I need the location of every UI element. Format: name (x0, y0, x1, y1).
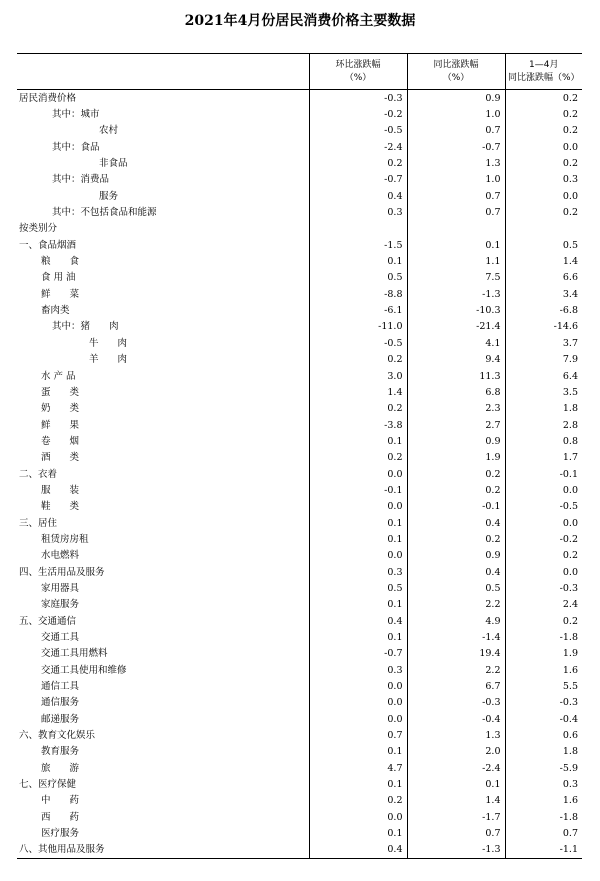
row-yoy-value: 2.2 (407, 597, 505, 613)
table-row (17, 221, 582, 237)
row-yoy-value: 0.2 (407, 466, 505, 482)
table-row (17, 319, 582, 335)
row-name: 其中：不包括食品和能源 (52, 207, 157, 219)
row-ytd-value: 6.4 (505, 368, 582, 384)
row-name: 一、食品烟酒 (19, 239, 77, 251)
row-mom-value: 0.7 (309, 727, 407, 743)
header-mom (309, 54, 407, 90)
row-ytd-value: -0.3 (505, 580, 582, 596)
row-mom-value: 1.4 (309, 384, 407, 400)
table-row (17, 515, 582, 531)
table-row (17, 629, 582, 645)
row-name: 蛋 类 (41, 386, 80, 398)
row-ytd-value: 0.3 (505, 172, 582, 188)
row-name: 居民消费价格 (19, 92, 77, 104)
header-yoy (407, 54, 505, 90)
row-name: 水电燃料 (41, 550, 80, 562)
row-ytd-value: -14.6 (505, 319, 582, 335)
table-row (17, 155, 582, 171)
row-yoy-value: 1.3 (407, 155, 505, 171)
row-yoy-value: 6.8 (407, 384, 505, 400)
row-yoy-value: 9.4 (407, 352, 505, 368)
row-ytd-value: 2.8 (505, 417, 582, 433)
row-name: 食 用 油 (41, 272, 76, 284)
row-name: 五、交通通信 (19, 615, 77, 627)
row-name: 鞋 类 (41, 501, 80, 513)
row-yoy-value: 1.0 (407, 106, 505, 122)
row-ytd-value: 6.6 (505, 270, 582, 286)
table-row (17, 564, 582, 580)
row-mom-value: 0.0 (309, 499, 407, 515)
table-row (17, 499, 582, 515)
header-ytd (505, 54, 582, 90)
row-ytd-value: 1.4 (505, 253, 582, 269)
row-mom-value: 0.3 (309, 662, 407, 678)
row-yoy-value: 0.1 (407, 237, 505, 253)
row-mom-value: 0.1 (309, 433, 407, 449)
row-ytd-value: 0.2 (505, 90, 582, 107)
row-mom-value: 0.4 (309, 613, 407, 629)
row-name: 医疗服务 (41, 828, 80, 840)
table-row (17, 90, 582, 107)
row-name: 农村 (99, 125, 119, 137)
table-row (17, 531, 582, 547)
row-yoy-value: 0.1 (407, 776, 505, 792)
row-name: 服 装 (41, 484, 80, 496)
row-yoy-value: 4.9 (407, 613, 505, 629)
row-yoy-value: 0.9 (407, 433, 505, 449)
row-ytd-value: 0.2 (505, 204, 582, 220)
row-mom-value: 0.1 (309, 515, 407, 531)
row-name: 羊 肉 (89, 354, 128, 366)
row-mom-value: 0.4 (309, 842, 407, 859)
row-name: 二、衣着 (19, 468, 58, 480)
row-ytd-value: -5.9 (505, 760, 582, 776)
row-yoy-value: 0.9 (407, 90, 505, 107)
row-name: 中 药 (41, 795, 80, 807)
row-yoy-value: 1.4 (407, 793, 505, 809)
table-row (17, 237, 582, 253)
row-name: 其中：食品 (52, 141, 100, 153)
row-yoy-value: 1.9 (407, 450, 505, 466)
row-mom-value: -0.3 (309, 90, 407, 107)
row-name: 其中：城市 (52, 109, 100, 121)
row-ytd-value: 1.8 (505, 744, 582, 760)
row-mom-value: -0.5 (309, 335, 407, 351)
row-ytd-value: 0.0 (505, 564, 582, 580)
row-name: 畜肉类 (41, 305, 70, 317)
table-row (17, 825, 582, 841)
table-row (17, 776, 582, 792)
row-name: 教育服务 (41, 746, 80, 758)
table-row (17, 580, 582, 596)
row-ytd-value: 3.4 (505, 286, 582, 302)
row-yoy-value: 1.0 (407, 172, 505, 188)
table-row (17, 253, 582, 269)
row-ytd-value: 0.2 (505, 548, 582, 564)
row-name: 其中：消费品 (52, 174, 110, 186)
row-ytd-value: 1.8 (505, 401, 582, 417)
row-yoy-value: 0.7 (407, 825, 505, 841)
row-mom-value: -6.1 (309, 302, 407, 318)
row-ytd-value: 0.8 (505, 433, 582, 449)
row-name: 非食品 (99, 158, 128, 170)
row-yoy-value: 0.7 (407, 123, 505, 139)
header-yoy-line1: 同比涨跌幅 (433, 59, 479, 70)
row-ytd-value: -0.2 (505, 531, 582, 547)
row-ytd-value: 1.6 (505, 793, 582, 809)
table-row (17, 548, 582, 564)
row-mom-value: 0.0 (309, 695, 407, 711)
row-mom-value: 0.0 (309, 548, 407, 564)
row-name: 租赁房房租 (41, 533, 89, 545)
header-mom-line1: 环比涨跌幅 (335, 59, 381, 70)
row-yoy-value: 0.5 (407, 580, 505, 596)
row-yoy-value: -1.4 (407, 629, 505, 645)
row-mom-value: -8.8 (309, 286, 407, 302)
table-row (17, 139, 582, 155)
table-row (17, 302, 582, 318)
table-row (17, 335, 582, 351)
table-row (17, 842, 582, 859)
row-name: 旅 游 (41, 762, 80, 774)
row-mom-value: 0.1 (309, 253, 407, 269)
table-row (17, 793, 582, 809)
table-row (17, 744, 582, 760)
row-ytd-value: -6.8 (505, 302, 582, 318)
row-mom-value: 0.0 (309, 711, 407, 727)
table-row (17, 433, 582, 449)
row-yoy-value: 0.4 (407, 564, 505, 580)
table-row (17, 286, 582, 302)
row-ytd-value: 0.6 (505, 727, 582, 743)
row-name: 水 产 品 (41, 370, 76, 382)
row-mom-value: 0.3 (309, 564, 407, 580)
header-ytd-line1: 1—4月 (529, 59, 559, 70)
row-name: 鲜 菜 (41, 288, 80, 300)
row-name: 按类别分 (19, 223, 58, 235)
row-ytd-value: 0.5 (505, 237, 582, 253)
row-mom-value: 0.2 (309, 401, 407, 417)
table-row (17, 188, 582, 204)
table-row (17, 450, 582, 466)
row-name: 服务 (99, 190, 119, 202)
row-ytd-value: 3.5 (505, 384, 582, 400)
row-name: 鲜 果 (41, 419, 80, 431)
table-row (17, 809, 582, 825)
table-row (17, 711, 582, 727)
row-yoy-value: 0.4 (407, 515, 505, 531)
row-ytd-value: 0.2 (505, 106, 582, 122)
row-mom-value: 0.2 (309, 155, 407, 171)
row-mom-value: 0.2 (309, 793, 407, 809)
row-yoy-value: 2.2 (407, 662, 505, 678)
row-yoy-value: -1.7 (407, 809, 505, 825)
row-mom-value: 0.1 (309, 597, 407, 613)
row-mom-value: 0.0 (309, 466, 407, 482)
row-mom-value: 0.2 (309, 352, 407, 368)
row-name: 四、生活用品及服务 (19, 566, 105, 578)
row-name: 六、教育文化娱乐 (19, 730, 96, 742)
row-mom-value: -0.7 (309, 646, 407, 662)
row-name: 通信工具 (41, 681, 80, 693)
row-name: 奶 类 (41, 403, 80, 415)
row-ytd-value: -0.3 (505, 695, 582, 711)
row-name: 八、其他用品及服务 (17, 842, 309, 859)
row-name: 三、居住 (19, 517, 58, 529)
table-row (17, 727, 582, 743)
row-mom-value: 0.5 (309, 270, 407, 286)
row-mom-value: 0.1 (309, 629, 407, 645)
table-row (17, 482, 582, 498)
row-yoy-value: -1.3 (407, 286, 505, 302)
row-ytd-value: -0.5 (505, 499, 582, 515)
row-yoy-value: 7.5 (407, 270, 505, 286)
row-ytd-value: 0.0 (505, 515, 582, 531)
row-mom-value: 0.5 (309, 580, 407, 596)
row-yoy-value: -10.3 (407, 302, 505, 318)
row-name: 家庭服务 (41, 599, 80, 611)
row-yoy-value: -0.1 (407, 499, 505, 515)
header-ytd-line2: 同比涨跌幅（%） (507, 72, 580, 83)
row-name: 牛 肉 (89, 337, 128, 349)
row-yoy-value: -0.7 (407, 139, 505, 155)
row-yoy-value: 19.4 (407, 646, 505, 662)
row-mom-value: 4.7 (309, 760, 407, 776)
row-ytd-value: -1.1 (505, 842, 582, 859)
row-yoy-value: 0.7 (407, 188, 505, 204)
row-mom-value: 0.1 (309, 531, 407, 547)
table-row (17, 662, 582, 678)
row-name: 酒 类 (41, 452, 80, 464)
header-yoy-line2: （%） (442, 72, 470, 83)
row-ytd-value: 0.7 (505, 825, 582, 841)
table-row (17, 172, 582, 188)
row-mom-value: -1.5 (309, 237, 407, 253)
row-yoy-value: 1.1 (407, 253, 505, 269)
row-name: 交通工具 (41, 632, 80, 644)
row-name: 七、医疗保健 (19, 779, 77, 791)
row-yoy-value: -0.4 (407, 711, 505, 727)
table-row (17, 678, 582, 694)
table-row (17, 613, 582, 629)
row-ytd-value: 0.0 (505, 482, 582, 498)
row-ytd-value: 0.2 (505, 123, 582, 139)
row-ytd-value: 0.2 (505, 155, 582, 171)
cpi-table (17, 53, 582, 859)
row-yoy-value: 4.1 (407, 335, 505, 351)
row-ytd-value: 1.9 (505, 646, 582, 662)
row-ytd-value: 3.7 (505, 335, 582, 351)
row-mom-value: -0.1 (309, 482, 407, 498)
table-row (17, 368, 582, 384)
row-ytd-value: 1.7 (505, 450, 582, 466)
row-yoy-value: 11.3 (407, 368, 505, 384)
row-ytd-value: 2.4 (505, 597, 582, 613)
row-mom-value: 0.2 (309, 450, 407, 466)
row-mom-value (309, 221, 407, 237)
row-yoy-value: 2.0 (407, 744, 505, 760)
row-mom-value: -0.5 (309, 123, 407, 139)
row-yoy-value: -21.4 (407, 319, 505, 335)
table-row (17, 695, 582, 711)
row-name: 其中：猪 肉 (52, 321, 119, 333)
row-mom-value: -0.2 (309, 106, 407, 122)
row-ytd-value: -0.1 (505, 466, 582, 482)
row-mom-value: -3.8 (309, 417, 407, 433)
row-yoy-value: -2.4 (407, 760, 505, 776)
row-mom-value: 0.1 (309, 776, 407, 792)
row-ytd-value: -0.4 (505, 711, 582, 727)
row-yoy-value: -0.3 (407, 695, 505, 711)
table-row (17, 760, 582, 776)
table-row (17, 466, 582, 482)
table-row (17, 597, 582, 613)
row-ytd-value: 0.0 (505, 188, 582, 204)
row-mom-value: -0.7 (309, 172, 407, 188)
row-name: 西 药 (41, 811, 80, 823)
table-row (17, 270, 582, 286)
row-name: 交通工具用燃料 (41, 648, 108, 660)
table-row (17, 352, 582, 368)
row-yoy-value: 0.7 (407, 204, 505, 220)
row-mom-value: 0.0 (309, 678, 407, 694)
row-mom-value: -2.4 (309, 139, 407, 155)
row-name: 粮 食 (41, 256, 80, 268)
row-ytd-value (505, 221, 582, 237)
row-yoy-value: 6.7 (407, 678, 505, 694)
row-ytd-value: 1.6 (505, 662, 582, 678)
page-title: 2021年4月份居民消费价格主要数据 (184, 13, 416, 29)
row-yoy-value: 2.7 (407, 417, 505, 433)
row-yoy-value: 1.3 (407, 727, 505, 743)
row-name: 通信服务 (41, 697, 80, 709)
row-yoy-value (407, 221, 505, 237)
row-yoy-value: 0.2 (407, 531, 505, 547)
table-row (17, 123, 582, 139)
table-row (17, 401, 582, 417)
row-ytd-value: 5.5 (505, 678, 582, 694)
header-mom-line2: （%） (344, 72, 372, 83)
table-row (17, 646, 582, 662)
table-header (17, 54, 582, 90)
row-name: 卷 烟 (41, 435, 80, 447)
row-mom-value: 0.3 (309, 204, 407, 220)
row-name: 交通工具使用和维修 (41, 664, 127, 676)
row-mom-value: 3.0 (309, 368, 407, 384)
row-ytd-value: 0.2 (505, 613, 582, 629)
row-yoy-value: 0.9 (407, 548, 505, 564)
row-mom-value: 0.1 (309, 825, 407, 841)
table-row (17, 417, 582, 433)
table-row (17, 204, 582, 220)
row-name: 家用器具 (41, 582, 80, 594)
row-ytd-value: 7.9 (505, 352, 582, 368)
row-ytd-value: 0.0 (505, 139, 582, 155)
row-mom-value: 0.4 (309, 188, 407, 204)
row-name: 邮递服务 (41, 713, 80, 725)
table-row (17, 384, 582, 400)
row-mom-value: 0.1 (309, 744, 407, 760)
row-mom-value: -11.0 (309, 319, 407, 335)
row-mom-value: 0.0 (309, 809, 407, 825)
row-ytd-value: -1.8 (505, 629, 582, 645)
row-yoy-value: -1.3 (407, 842, 505, 859)
header-item (17, 54, 309, 90)
table-body (17, 90, 582, 859)
table-row (17, 106, 582, 122)
row-ytd-value: 0.3 (505, 776, 582, 792)
row-yoy-value: 2.3 (407, 401, 505, 417)
row-yoy-value: 0.2 (407, 482, 505, 498)
row-ytd-value: -1.8 (505, 809, 582, 825)
